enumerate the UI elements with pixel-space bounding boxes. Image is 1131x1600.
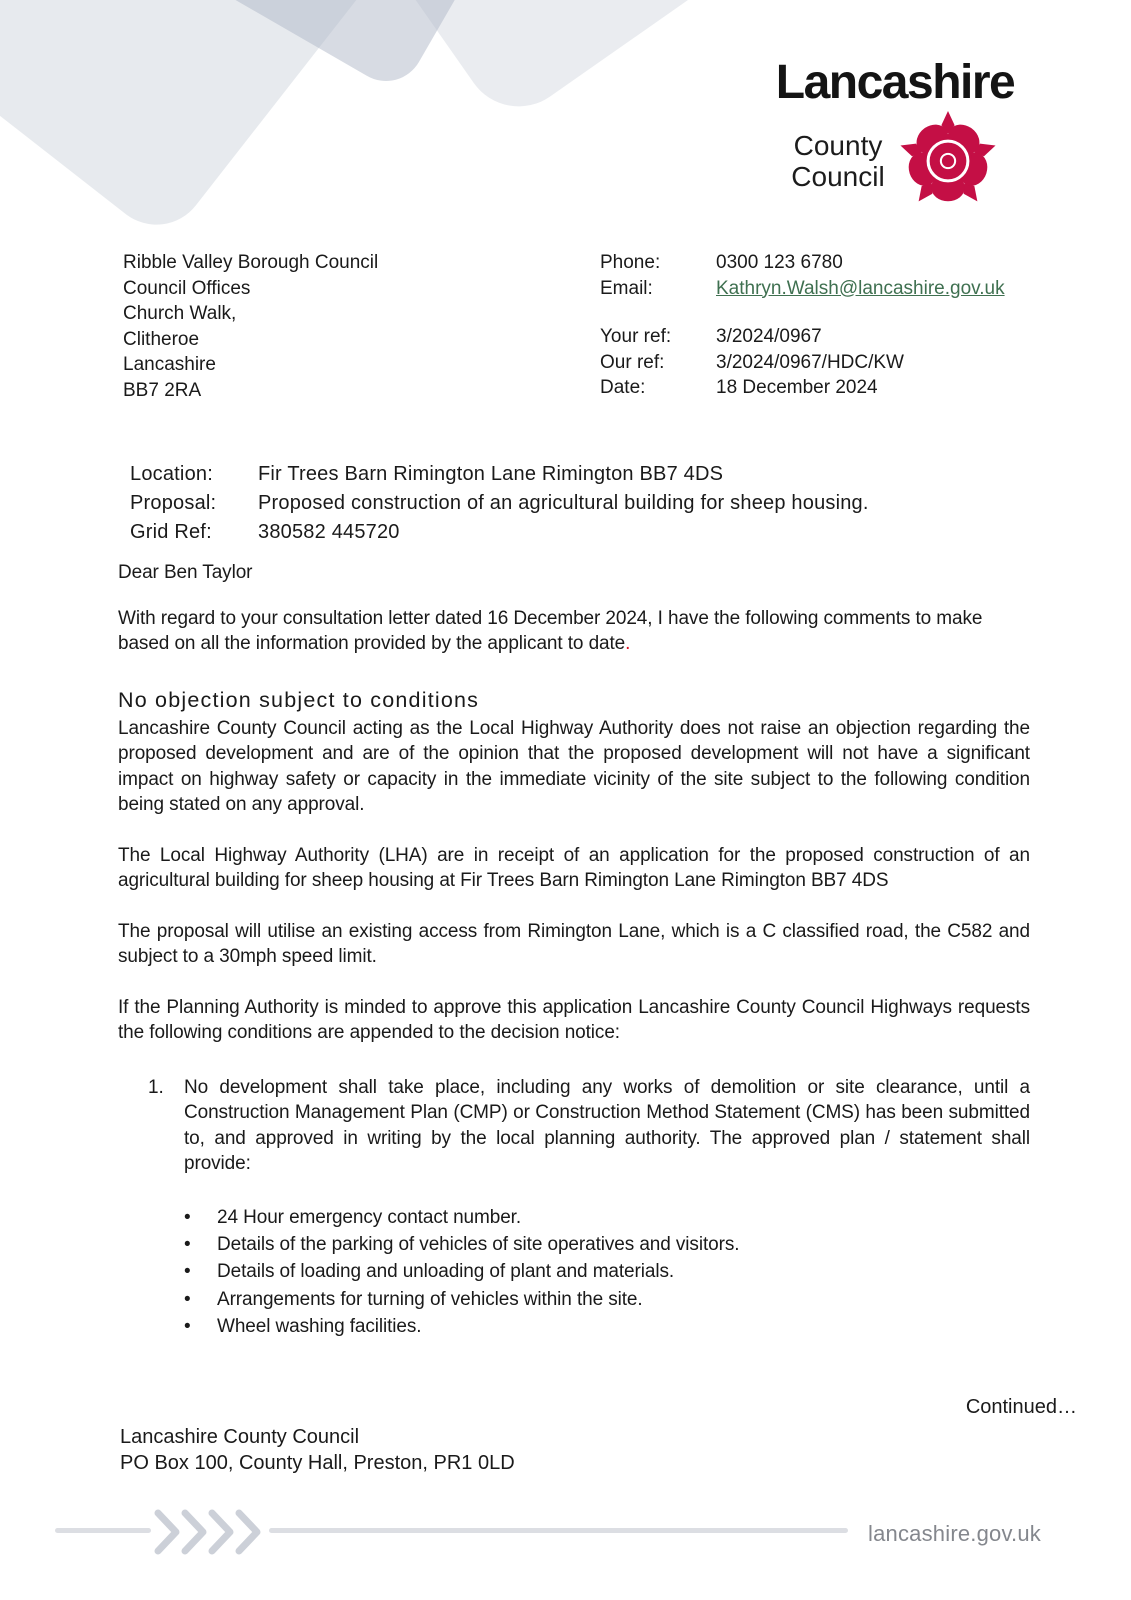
red-rose-icon <box>897 110 999 212</box>
bullet-text: Wheel washing facilities. <box>217 1316 422 1338</box>
recipient-address-line: Ribble Valley Borough Council <box>123 252 379 273</box>
location-value: Fir Trees Barn Rimington Lane Rimington BB7 4DS <box>258 463 724 485</box>
email-link[interactable]: Kathryn.Walsh@lancashire.gov.uk <box>716 277 1005 299</box>
council-logo <box>742 58 1048 212</box>
recipient-address-line: Lancashire <box>123 354 216 376</box>
body-paragraph: If the Planning Authority is minded to approve this application Lancashire County Council Highways requests the following conditions are appended to the decision notice: <box>118 996 1030 1043</box>
condition-number: 1. <box>148 1076 164 1098</box>
decoration-diamond-left <box>0 0 430 245</box>
website-link: lancashire.gov.uk <box>868 1521 1041 1546</box>
bullet-icon: • <box>184 1288 191 1310</box>
salutation: Dear Ben Taylor <box>118 562 253 583</box>
condition-text: No development shall take place, including any works of demolition or site clearance, until a Construction Management Plan (CMP) or Construction Method Statement (CMS) has been submitted to, and approved in writing by the local planning authority. The approved plan / statement shall provide: <box>184 1076 1030 1174</box>
bullet-text: 24 Hour emergency contact number. <box>217 1206 522 1228</box>
condition-bullet-list <box>184 1204 1030 1341</box>
bullet-text: Details of loading and unloading of plant and materials. <box>217 1261 675 1283</box>
bullet-icon: • <box>184 1261 191 1283</box>
condition-item-1 <box>148 1075 1030 1177</box>
decoration-diamond-dark <box>140 0 550 95</box>
recipient-address-line: Council Offices <box>123 277 251 299</box>
sender-address: PO Box 100, County Hall, Preston, PR1 0LD <box>120 1452 515 1474</box>
chevrons-icon <box>152 1508 272 1556</box>
list-item <box>184 1313 1030 1340</box>
our-ref-value: 3/2024/0967/HDC/KW <box>716 351 904 373</box>
grid-ref-value: 380582 445720 <box>258 521 400 543</box>
logo-subtitle <box>791 130 884 192</box>
logo-subtitle-council: Council <box>791 161 885 192</box>
date-label: Date: <box>600 377 646 399</box>
your-ref-value: 3/2024/0967 <box>716 326 822 348</box>
intro-red-period: . <box>625 633 631 654</box>
proposal-value: Proposed construction of an agricultural building for sheep housing. <box>258 492 869 514</box>
footer-rule-right <box>269 1528 848 1533</box>
proposal-label: Proposal: <box>130 492 217 514</box>
phone-value: 0300 123 6780 <box>716 252 843 273</box>
bullet-icon: • <box>184 1316 191 1338</box>
recipient-address <box>123 250 378 404</box>
email-label: Email: <box>600 277 653 299</box>
location-label: Location: <box>130 463 213 485</box>
body-paragraph: The proposal will utilise an existing access from Rimington Lane, which is a C classified road, the C582 and subject to a 30mph speed limit. <box>118 920 1030 967</box>
sender-footer-address <box>120 1424 515 1476</box>
list-item <box>184 1204 1030 1231</box>
contact-details <box>600 250 1005 401</box>
contact-spacer <box>600 301 1005 324</box>
your-ref-label: Your ref: <box>600 326 672 348</box>
section-heading: No objection subject to conditions <box>118 687 480 712</box>
continued-marker: Continued… <box>965 1396 1077 1418</box>
intro-text: With regard to your consultation letter dated 16 December 2024, I have the following comments to make based on all the information provided by the applicant to date <box>118 607 983 654</box>
grid-ref-label: Grid Ref: <box>130 521 212 543</box>
recipient-address-line: Clitheroe <box>123 328 200 350</box>
list-item <box>184 1286 1030 1313</box>
list-item <box>184 1258 1030 1285</box>
recipient-address-line: BB7 2RA <box>123 379 202 401</box>
bullet-icon: • <box>184 1233 191 1255</box>
application-reference-block <box>130 460 869 547</box>
footer-rule-left <box>55 1528 151 1533</box>
body-paragraph: Lancashire County Council acting as the Local Highway Authority does not raise an objection regarding the proposed development and are of the opinion that the proposed development will not have a significant impact on highway safety or capacity in the immediate vicinity of the site subject to the following condition being stated on any approval. <box>118 717 1030 815</box>
logo-title: Lancashire <box>775 56 1015 109</box>
our-ref-label: Our ref: <box>600 351 665 373</box>
body-paragraph: The Local Highway Authority (LHA) are in receipt of an application for the proposed construction of an agricultural building for sheep housing at Fir Trees Barn Rimington Lane Rimington BB7 4DS <box>118 844 1030 891</box>
sender-org: Lancashire County Council <box>120 1426 360 1448</box>
date-value: 18 December 2024 <box>716 377 878 399</box>
intro-paragraph <box>118 606 1030 657</box>
recipient-address-line: Church Walk, <box>123 303 237 325</box>
letter-body <box>118 560 1030 1341</box>
bullet-text: Arrangements for turning of vehicles within the site. <box>217 1288 643 1310</box>
list-item <box>184 1231 1030 1258</box>
bullet-text: Details of the parking of vehicles of site operatives and visitors. <box>217 1233 740 1255</box>
bullet-icon: • <box>184 1206 191 1228</box>
phone-label: Phone: <box>600 252 661 273</box>
logo-subtitle-county: County <box>793 130 883 161</box>
